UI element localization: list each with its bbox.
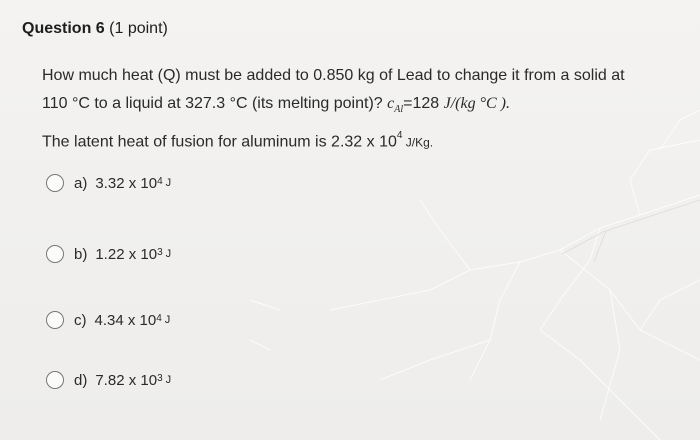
- option-letter: d): [74, 371, 88, 389]
- option-exponent: 4: [156, 312, 162, 324]
- stem-line-1: How much heat (Q) must be added to 0.850 kg of Lead to change it from a solid at: [42, 67, 625, 84]
- option-mantissa: 1.22 x 10: [95, 245, 158, 263]
- option-unit: J: [165, 248, 172, 260]
- specific-heat-symbol: c: [387, 95, 395, 112]
- specific-heat-value: =128: [403, 95, 444, 112]
- latent-heat-unit: J/Kg.: [402, 135, 434, 150]
- answer-option-a[interactable]: [46, 174, 171, 192]
- option-mantissa: 3.32 x 10: [95, 174, 158, 192]
- question-points: (1 point): [109, 20, 168, 37]
- question-title: Question 6: [22, 20, 105, 37]
- option-mantissa: 7.82 x 10: [95, 371, 158, 389]
- radio-button-a[interactable]: [46, 174, 64, 192]
- latent-heat-exponent: 4: [396, 130, 403, 142]
- option-letter: b): [74, 245, 88, 263]
- option-unit: J: [165, 177, 172, 189]
- answer-option-c[interactable]: [46, 311, 170, 329]
- specific-heat-unit: J/(kg °C ).: [443, 95, 510, 112]
- option-exponent: 4: [157, 175, 163, 187]
- specific-heat-subscript: Al: [394, 104, 404, 116]
- stem-line-2: [42, 90, 682, 124]
- option-unit: J: [164, 314, 171, 326]
- answer-option-d[interactable]: [46, 371, 171, 389]
- option-exponent: 3: [157, 246, 163, 258]
- question-heading: [22, 20, 168, 38]
- option-mantissa: 4.34 x 10: [94, 311, 157, 329]
- stem-line-3: [42, 124, 682, 156]
- question-stem: [42, 62, 682, 157]
- radio-button-b[interactable]: [46, 245, 64, 263]
- answer-option-b[interactable]: [46, 245, 171, 263]
- option-letter: c): [74, 311, 87, 329]
- option-exponent: 3: [157, 372, 163, 384]
- stem-line-2-text: 110 °C to a liquid at 327.3 °C (its melting point)?: [42, 95, 388, 112]
- radio-button-d[interactable]: [46, 371, 64, 389]
- option-letter: a): [74, 174, 88, 192]
- latent-heat-text: The latent heat of fusion for aluminum is 2.32 x 10: [42, 133, 397, 151]
- option-unit: J: [165, 374, 172, 386]
- radio-button-c[interactable]: [46, 311, 64, 329]
